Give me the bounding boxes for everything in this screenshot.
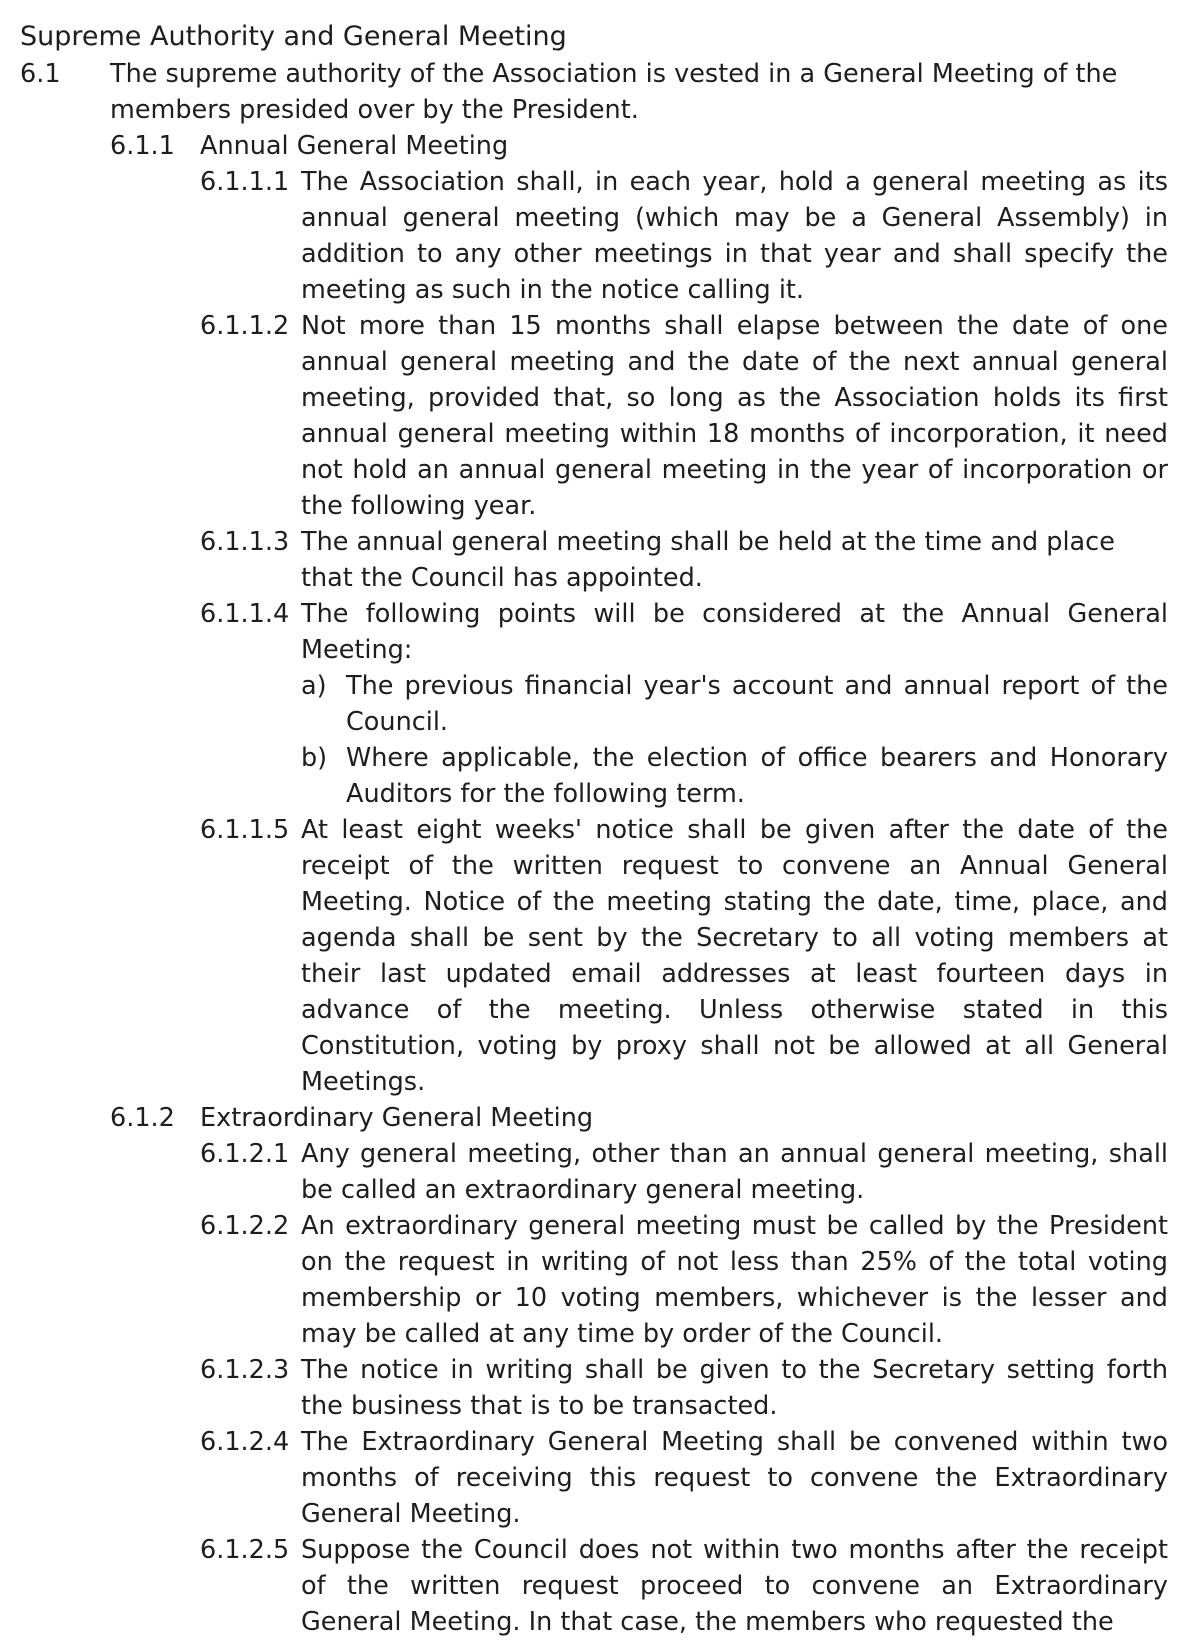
clause-text: The annual general meeting shall be held at the time and place that the Council has appointed. [301, 527, 1115, 593]
clause-6-1-1-2 [200, 308, 1168, 524]
clause-6-1-1-4 [200, 596, 1168, 668]
clause-number: 6.1.1.1 [200, 167, 290, 197]
clause-text: Any general meeting, other than an annual general meeting, shall be called an extraordinary general meeting. [301, 1139, 1168, 1205]
subsection-title: Extraordinary General Meeting [200, 1103, 594, 1133]
clause-text: An extraordinary general meeting must be called by the President on the request in writing of not less than 25% of the total voting membership or 10 voting members, whichever is the lesser and may be called at any time by order of the Council. [301, 1211, 1168, 1349]
clause-6-1-1-5 [200, 812, 1168, 1100]
clause-number: 6.1.1.5 [200, 815, 290, 845]
point-text: The previous financial year's account and annual report of the Council. [346, 671, 1168, 737]
clause-text: The Extraordinary General Meeting shall be convened within two months of receiving this request to convene the Extraordinary General Meeting. [301, 1427, 1168, 1529]
agm-point-b [301, 740, 1168, 812]
subsection-egm [110, 1100, 1168, 1136]
clause-text: Suppose the Council does not within two months after the receipt of the written request proceed to convene an Extraordinary General Meeting. In that case, the members who requested the [301, 1535, 1168, 1637]
clause-text: Not more than 15 months shall elapse between the date of one annual general meeting and the date of the next annual general meeting, provided that, so long as the Association holds its first annual general meeting within 18 months of incorporation, it need not hold an annual general meeting in the year of incorporation or the following year. [301, 311, 1168, 521]
clause-6-1-1-3 [200, 524, 1168, 596]
point-label: b) [301, 743, 328, 773]
agm-point-a [301, 668, 1168, 740]
clause-6-1-2-5 [200, 1532, 1168, 1640]
point-label: a) [301, 671, 327, 701]
clause-number: 6.1.1.4 [200, 599, 290, 629]
clause-number: 6.1.2.5 [200, 1535, 290, 1565]
clause-6-1 [20, 56, 1168, 128]
clause-text: The Association shall, in each year, hold a general meeting as its annual general meeting (which may be a General Assembly) in addition to any other meetings in that year and shall specify the meeting as such in the notice calling it. [301, 167, 1168, 305]
clause-text: The notice in writing shall be given to the Secretary setting forth the business that is to be transacted. [301, 1355, 1168, 1421]
clause-6-1-1-1 [200, 164, 1168, 308]
clause-6-1-2-4 [200, 1424, 1168, 1532]
clause-text: At least eight weeks' notice shall be given after the date of the receipt of the written request to convene an Annual General Meeting. Notice of the meeting stating the date, time, place, and agenda shall be sent by the Secretary to all voting members at their last updated email addresses at least fourteen days in advance of the meeting. Unless otherwise stated in this Constitution, voting by proxy shall not be allowed at all General Meetings. [301, 815, 1168, 1097]
clause-6-1-2-3 [200, 1352, 1168, 1424]
subsection-number: 6.1.2 [110, 1103, 175, 1133]
clause-number: 6.1.2.3 [200, 1355, 290, 1385]
clause-number: 6.1.1.3 [200, 527, 290, 557]
clause-number: 6.1.2.2 [200, 1211, 290, 1241]
subsection-agm [110, 128, 1168, 164]
clause-number: 6.1.2.4 [200, 1427, 290, 1457]
clause-number: 6.1.1.2 [200, 311, 290, 341]
subsection-number: 6.1.1 [110, 131, 175, 161]
clause-text: The following points will be considered at the Annual General Meeting: [301, 599, 1168, 665]
clause-6-1-2-1 [200, 1136, 1168, 1208]
section-heading: Supreme Authority and General Meeting [20, 21, 567, 52]
clause-6-1-2-2 [200, 1208, 1168, 1352]
clause-number: 6.1.2.1 [200, 1139, 290, 1169]
clause-number: 6.1 [20, 59, 61, 89]
point-text: Where applicable, the election of office bearers and Honorary Auditors for the following term. [346, 743, 1168, 809]
clause-text: The supreme authority of the Association is vested in a General Meeting of the members presided over by the President. [110, 59, 1118, 125]
subsection-title: Annual General Meeting [200, 131, 509, 161]
